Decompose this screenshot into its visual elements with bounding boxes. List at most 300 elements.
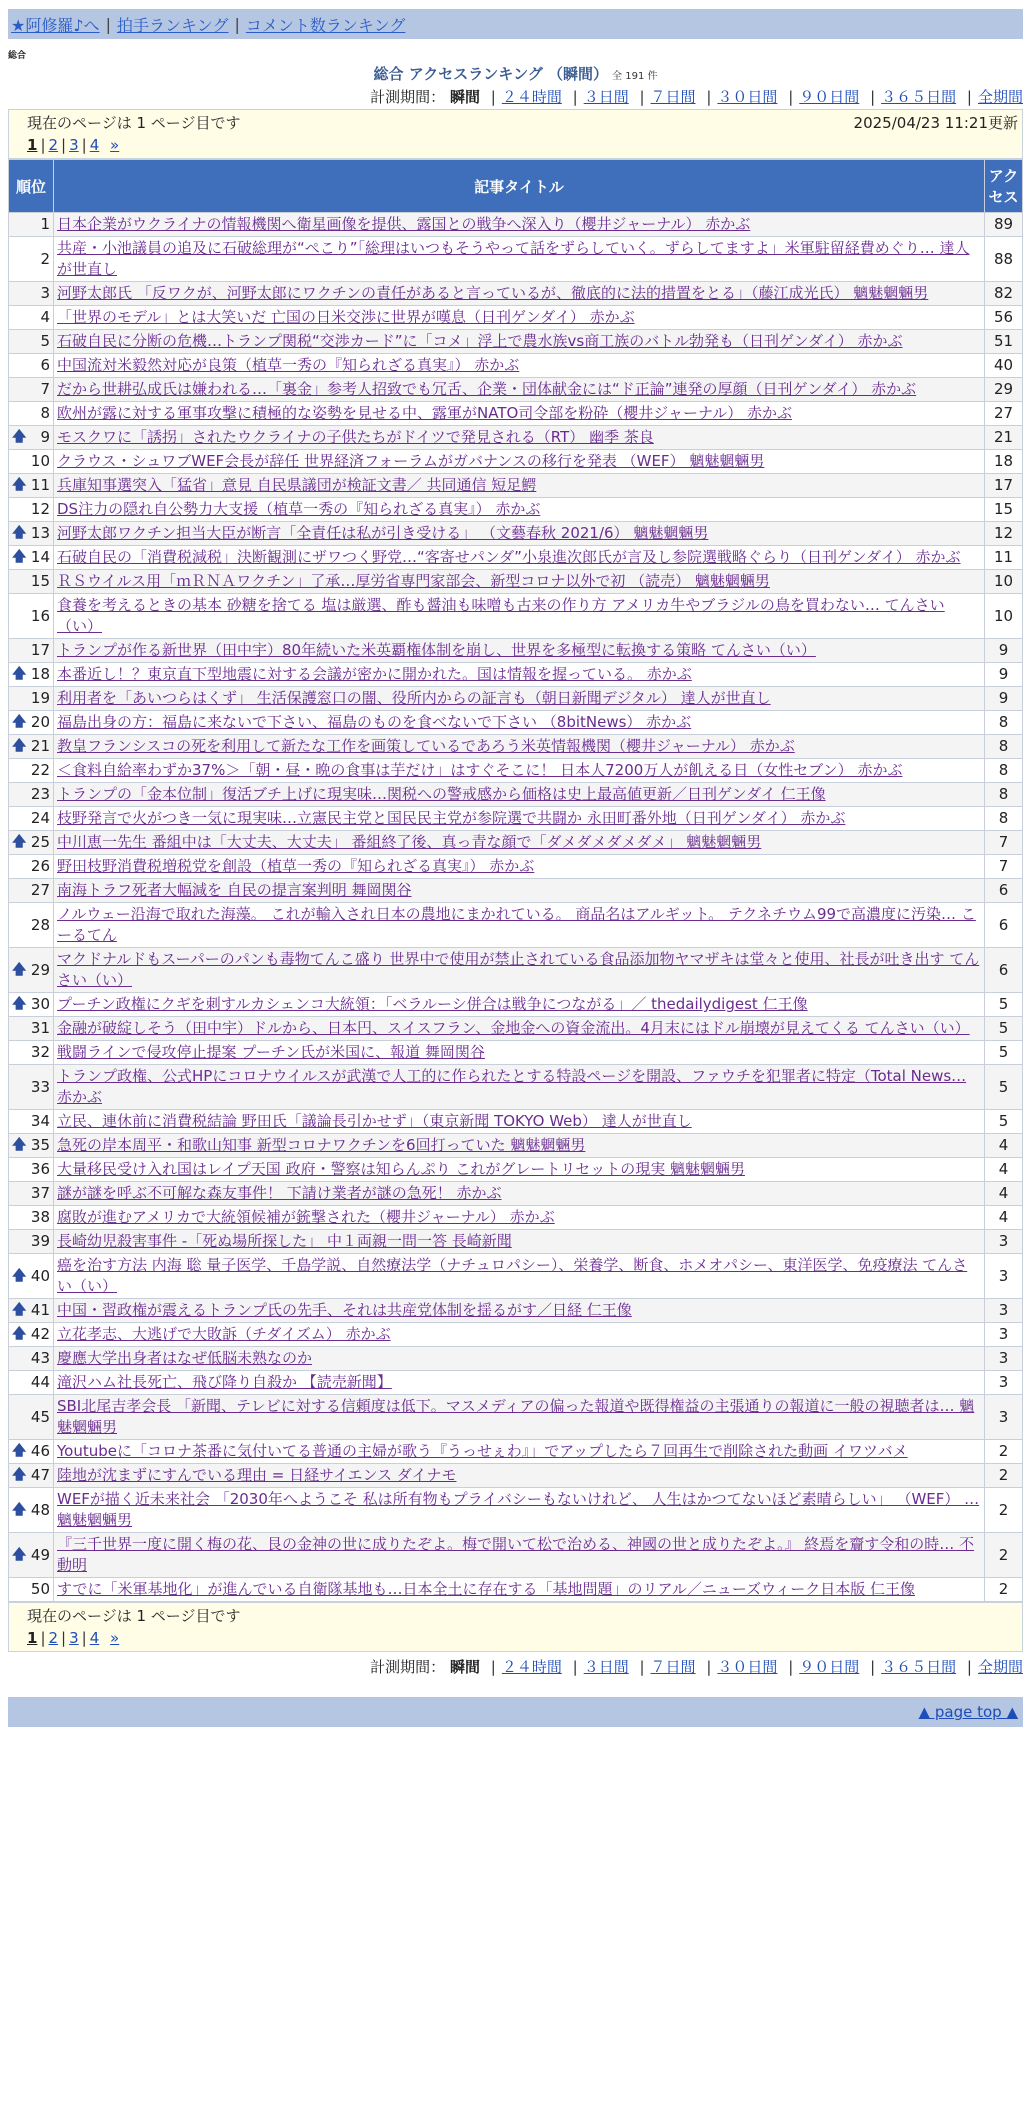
page-4-link[interactable]: 4 (89, 136, 100, 154)
title-cell (54, 1017, 985, 1041)
rank-number: 11 (30, 476, 50, 494)
table-row (9, 1488, 1023, 1533)
title-cell (54, 993, 985, 1017)
access-count-cell: 82 (985, 282, 1023, 306)
table-row (9, 663, 1023, 687)
article-title-link[interactable]: 福島出身の方：福島に来ないで下さい、福島のものを食べないで下さい （8bitNews） 赤かぶ (57, 713, 692, 731)
period-365d-link[interactable]: ３６５日間 (881, 1658, 957, 1676)
period-90d-link[interactable]: ９０日間 (799, 1658, 860, 1676)
table-row (9, 1182, 1023, 1206)
article-title-link[interactable]: 河野太郎ワクチン担当大臣が断言「全責任は私が引き受ける」 （文藝春秋 2021/6） 魑魅魍魎男 (57, 524, 709, 542)
access-count-cell: 9 (985, 663, 1023, 687)
rank-number: 40 (30, 1266, 50, 1285)
access-count-cell: 2 (985, 1578, 1023, 1602)
article-title-link[interactable]: 金融が破綻しそう（田中宇）ドルから、日本円、スイスフラン、金地金への資金流出。4月末にはドル崩壊が見えてくる てんさい（い） (57, 1019, 970, 1037)
article-title-link[interactable]: 謎が謎を呼ぶ不可解な森友事件！ 下請け業者が謎の急死！ 赤かぶ (57, 1184, 502, 1202)
title-cell (54, 1065, 985, 1110)
title-cell (54, 1464, 985, 1488)
rank-number: 41 (30, 1301, 50, 1319)
table-row (9, 450, 1023, 474)
access-count-cell: 8 (985, 735, 1023, 759)
article-title-link[interactable]: だから世耕弘成氏は嫌われる…「裏金」参考人招致でも冗舌、企業・団体献金には“ド正論”連発の厚顔（日刊ゲンダイ） 赤かぶ (57, 380, 917, 398)
rank-number: 19 (30, 689, 50, 707)
table-row (9, 498, 1023, 522)
table-row (9, 1065, 1023, 1110)
rank-number: 2 (40, 249, 50, 268)
title-cell (54, 1134, 985, 1158)
access-count-cell: 3 (985, 1395, 1023, 1440)
access-count-cell: 5 (985, 1065, 1023, 1110)
table-row (9, 948, 1023, 993)
period-selector-top: 計測期間： 瞬間 | ２４時間 | ３日間 | ７日間 | ３０日間 | ９０日間 | ３６５日間 | 全期間 (370, 88, 1023, 106)
rank-up-arrow-icon: 🡅 (12, 1302, 27, 1318)
rank-up-arrow-icon: 🡅 (12, 1137, 27, 1153)
title-cell (54, 474, 985, 498)
access-count-cell: 4 (985, 1134, 1023, 1158)
rank-cell (9, 1230, 54, 1254)
period-30d-link[interactable]: ３０日間 (717, 1658, 778, 1676)
access-count-cell: 4 (985, 1206, 1023, 1230)
rank-cell (9, 1347, 54, 1371)
rank-number: 25 (30, 833, 50, 851)
rank-cell (9, 1017, 54, 1041)
access-count-cell: 3 (985, 1299, 1023, 1323)
rank-number: 3 (40, 284, 50, 302)
article-title-link[interactable]: 欧州が露に対する軍事攻撃に積極的な姿勢を見せる中、露軍がNATO司令部を粉砕（櫻井ジャーナル） 赤かぶ (57, 404, 793, 422)
top-nav-bar (8, 9, 1023, 39)
table-row (9, 1440, 1023, 1464)
rank-number: 44 (30, 1373, 50, 1391)
rank-up-arrow-icon: 🡅 (12, 1501, 27, 1518)
rank-cell (9, 1323, 54, 1347)
table-row (9, 1395, 1023, 1440)
table-row (9, 474, 1023, 498)
pager-bottom: 現在のページは 1 ページ目です 1 | 2 | 3 | 4 » (8, 1602, 1023, 1652)
page-4-link[interactable]: 4 (89, 1629, 100, 1647)
title-column-header: 記事タイトル (54, 160, 985, 213)
page-title (8, 63, 1023, 85)
rank-cell (9, 1533, 54, 1578)
article-title-link[interactable]: トランプが作る新世界（田中宇）80年続いた米英覇権体制を崩し、世界を多極型に転換する策略 てんさい（い） (57, 641, 816, 659)
table-row (9, 1206, 1023, 1230)
table-row (9, 546, 1023, 570)
article-title-link[interactable]: 利用者を「あいつらはくず」 生活保護窓口の闇、役所内からの証言も（朝日新聞デジタル） 達人が世直し (57, 689, 771, 707)
applause-ranking-link[interactable]: 拍手ランキング (116, 15, 229, 35)
rank-cell (9, 570, 54, 594)
access-count-cell: 12 (985, 522, 1023, 546)
article-title-link[interactable]: 急死の岸本周平・和歌山知事 新型コロナワクチンを6回打っていた 魑魅魍魎男 (57, 1136, 586, 1154)
access-count-cell: 7 (985, 855, 1023, 879)
table-row (9, 402, 1023, 426)
article-title-link[interactable]: トランプの「金本位制」復活ブチ上げに現実味…関税への警戒感から価格は史上最高値更新／日刊ゲンダイ 仁王像 (57, 785, 826, 803)
access-count-cell: 8 (985, 711, 1023, 735)
period-90d-link[interactable]: ９０日間 (799, 88, 860, 106)
title-cell (54, 570, 985, 594)
rank-number: 24 (30, 809, 50, 827)
period-7d-link[interactable]: ７日間 (650, 88, 696, 106)
rank-cell (9, 498, 54, 522)
article-title-link[interactable]: 「世界のモデル」とは大笑いだ 亡国の日米交渉に世界が嘆息（日刊ゲンダイ） 赤かぶ (57, 308, 635, 326)
page-3-link[interactable]: 3 (69, 136, 79, 154)
title-cell (54, 1395, 985, 1440)
table-row (9, 1371, 1023, 1395)
rank-number: 33 (30, 1077, 50, 1096)
title-cell (54, 1299, 985, 1323)
title-cell (54, 1323, 985, 1347)
period-all-link[interactable]: 全期間 (977, 1658, 1023, 1676)
rank-cell (9, 759, 54, 783)
article-title-link[interactable]: プーチン政権にクギを刺すルカシェンコ大統領：「ベラルーシ併合は戦争につながる」／ thedailydigest 仁王像 (57, 995, 808, 1013)
period-current: 瞬間 (449, 88, 480, 106)
access-count-cell: 2 (985, 1488, 1023, 1533)
rank-cell (9, 237, 54, 282)
period-30d-link[interactable]: ３０日間 (717, 88, 778, 106)
access-count-cell: 5 (985, 1110, 1023, 1134)
rank-up-arrow-icon: 🡅 (12, 714, 27, 730)
article-title-link[interactable]: SBI北尾吉孝会長 「新聞、テレビに対する信頼度は低下。マスメディアの偏った報道や既得権益の主張通りの報道に一般の視聴者は… 魑魅魍魎男 (57, 1397, 975, 1436)
table-row (9, 993, 1023, 1017)
rank-cell (9, 213, 54, 237)
access-count-cell: 5 (985, 1017, 1023, 1041)
rank-number: 16 (30, 606, 50, 625)
access-count-cell: 88 (985, 237, 1023, 282)
rank-up-arrow-icon: 🡅 (12, 525, 27, 541)
table-row (9, 783, 1023, 807)
rank-cell (9, 474, 54, 498)
rank-number: 48 (30, 1500, 50, 1519)
rank-number: 5 (40, 332, 50, 350)
rank-number: 20 (30, 713, 50, 731)
title-cell (54, 711, 985, 735)
period-label: 計測期間： (370, 88, 446, 106)
rank-number: 7 (40, 380, 50, 398)
table-row (9, 855, 1023, 879)
title-cell (54, 330, 985, 354)
period-all-link[interactable]: 全期間 (977, 88, 1023, 106)
title-cell (54, 1533, 985, 1578)
title-cell (54, 831, 985, 855)
access-count-cell: 7 (985, 831, 1023, 855)
article-title-link[interactable]: 『三千世界一度に開く梅の花、艮の金神の世に成りたぞよ。梅で開いて松で治める、神國の世と成りたぞよ。』 終焉を齎す令和の時… 不動明 (57, 1535, 975, 1574)
table-row (9, 282, 1023, 306)
period-3d-link[interactable]: ３日間 (583, 1658, 629, 1676)
rank-number: 21 (30, 737, 50, 755)
rank-up-arrow-icon: 🡅 (12, 1467, 27, 1483)
rank-number: 23 (30, 785, 50, 803)
access-count-cell: 29 (985, 378, 1023, 402)
title-cell (54, 1440, 985, 1464)
period-24h-link[interactable]: ２４時間 (501, 1658, 562, 1676)
title-cell (54, 903, 985, 948)
article-title-link[interactable]: 中国流対米毅然対応が良策（植草一秀の『知られざる真実』） 赤かぶ (57, 356, 520, 374)
article-title-link[interactable]: DS注力の隠れ自公勢力大支援（植草一秀の『知られざる真実』） 赤かぶ (57, 500, 541, 518)
page-top-link[interactable]: ▲ page top ▲ (918, 1703, 1018, 1721)
table-row (9, 1230, 1023, 1254)
access-count-cell: 6 (985, 879, 1023, 903)
article-title-link[interactable]: 陸地が沈まずにすんでいる理由 = 日経サイエンス ダイナモ (57, 1466, 457, 1484)
rank-cell (9, 831, 54, 855)
table-row (9, 1347, 1023, 1371)
rank-number: 4 (40, 308, 50, 326)
separator: | (234, 14, 240, 34)
access-count-cell: 27 (985, 402, 1023, 426)
access-count-cell: 3 (985, 1254, 1023, 1299)
title-cell (54, 735, 985, 759)
article-title-link[interactable]: 長崎幼児殺害事件 -「死ぬ場所探した」 中１両親一問一答 長崎新聞 (57, 1232, 512, 1250)
title-cell (54, 1182, 985, 1206)
table-row (9, 1299, 1023, 1323)
rank-number: 42 (30, 1325, 50, 1343)
next-page-link[interactable]: » (110, 1629, 120, 1647)
article-title-link[interactable]: 教皇フランシスコの死を利用して新たな工作を画策しているであろう米英情報機関（櫻井ジャーナル） 赤かぶ (57, 737, 795, 755)
next-page-link[interactable]: » (110, 136, 120, 154)
comment-ranking-link[interactable]: コメント数ランキング (245, 15, 406, 35)
article-title-link[interactable]: 中川恵一先生 番組中は「大丈夫、大丈夫」 番組終了後、真っ青な顔で「ダメダメダメダメ」 魑魅魍魎男 (57, 833, 762, 851)
access-count-cell: 89 (985, 213, 1023, 237)
article-title-link[interactable]: モスクワに「誘拐」されたウクライナの子供たちがドイツで発見される（RT） 幽季 茶良 (57, 428, 654, 446)
rank-number: 27 (30, 881, 50, 899)
rank-up-arrow-icon: 🡅 (12, 961, 27, 978)
access-count-cell: 11 (985, 546, 1023, 570)
rank-up-arrow-icon: 🡅 (12, 1546, 27, 1563)
access-count-cell: 5 (985, 993, 1023, 1017)
article-title-link[interactable]: すでに「米軍基地化」が進んでいる自衛隊基地も…日本全土に存在する「基地問題」のリアル／ニューズウィーク日本版 仁王像 (57, 1580, 915, 1598)
access-count-cell: 10 (985, 594, 1023, 639)
access-column-header: アクセス (985, 160, 1023, 213)
period-24h-link[interactable]: ２４時間 (501, 88, 562, 106)
rank-number: 17 (30, 641, 50, 659)
access-count-cell: 51 (985, 330, 1023, 354)
title-cell (54, 306, 985, 330)
item-count: 全 191 件 (612, 71, 658, 82)
bottom-bar (8, 1697, 1023, 1727)
access-count-cell: 8 (985, 783, 1023, 807)
access-count-cell: 10 (985, 570, 1023, 594)
rank-cell (9, 1488, 54, 1533)
title-cell (54, 1158, 985, 1182)
access-count-cell: 5 (985, 1041, 1023, 1065)
title-cell (54, 498, 985, 522)
page-1-link[interactable]: 1 (27, 1629, 38, 1647)
article-title-link[interactable]: 石破自民に分断の危機…トランプ関税“交渉カード”に「コメ」浮上で農水族vs商工族のバトル勃発も（日刊ゲンダイ） 赤かぶ (57, 332, 903, 350)
rank-number: 46 (30, 1442, 50, 1460)
article-title-link[interactable]: 南海トラフ死者大幅減を 自民の提言案判明 舞岡関谷 (57, 881, 412, 899)
article-title-link[interactable]: 食養を考えるときの基本 砂糖を捨てる 塩は厳選、酢も醤油も味噌も古来の作り方 アメリカ牛やブラジルの鳥を買わない… てんさい（い） (57, 596, 945, 635)
table-row (9, 807, 1023, 831)
article-title-link[interactable]: 本番近し！？東京直下型地震に対する会議が密かに開かれた。国は情報を握っている。 赤かぶ (57, 665, 692, 683)
rank-number: 29 (30, 960, 50, 979)
access-count-cell: 9 (985, 687, 1023, 711)
rank-number: 22 (30, 761, 50, 779)
rank-cell (9, 330, 54, 354)
title-cell (54, 687, 985, 711)
article-title-link[interactable]: 共産・小池議員の追及に石破総理が“ぺこり”「総理はいつもそうやって話をずらしていく。ずらしてますよ」米軍駐留経費めぐり… 達人が世直し (57, 239, 970, 278)
ranking-table (8, 159, 1023, 1602)
table-row (9, 306, 1023, 330)
article-title-link[interactable]: 戦闘ラインで侵攻停止提案 プーチン氏が米国に、報道 舞岡関谷 (57, 1043, 485, 1061)
title-cell (54, 759, 985, 783)
table-row (9, 426, 1023, 450)
rank-up-arrow-icon: 🡅 (12, 429, 27, 445)
rank-cell (9, 735, 54, 759)
rank-cell (9, 450, 54, 474)
article-title-link[interactable]: 日本企業がウクライナの情報機関へ衛星画像を提供、露国との戦争へ深入り（櫻井ジャーナル） 赤かぶ (57, 215, 751, 233)
table-row (9, 213, 1023, 237)
table-row (9, 354, 1023, 378)
title-cell (54, 594, 985, 639)
rank-number: 12 (30, 500, 50, 518)
table-row (9, 879, 1023, 903)
title-cell (54, 1371, 985, 1395)
rank-number: 15 (30, 572, 50, 590)
rank-cell (9, 306, 54, 330)
title-cell (54, 450, 985, 474)
access-count-cell: 8 (985, 807, 1023, 831)
title-cell (54, 807, 985, 831)
rank-number: 45 (30, 1407, 50, 1426)
rank-cell (9, 1254, 54, 1299)
article-title-link[interactable]: ＲＳウイルス用「ｍＲＮＡワクチン」了承…厚労省専門家部会、新型コロナ以外で初 （読売） 魑魅魍魎男 (57, 572, 770, 590)
rank-number: 10 (30, 452, 50, 470)
access-count-cell: 3 (985, 1230, 1023, 1254)
article-title-link[interactable]: Youtubeに「コロナ茶番に気付いてる普通の主婦が歌う『うっせぇわ』」でアップしたら７回再生で削除された動画 イワツバメ (57, 1442, 908, 1460)
access-count-cell: 21 (985, 426, 1023, 450)
rank-cell (9, 1299, 54, 1323)
article-title-link[interactable]: 河野太郎氏 「反ワクが、河野太郎にワクチンの責任があると言っているが、徹底的に法的措置をとる」（藤江成光氏） 魑魅魍魎男 (57, 284, 929, 302)
table-row (9, 735, 1023, 759)
rank-number: 9 (40, 428, 50, 446)
title-cell (54, 1578, 985, 1602)
access-count-cell: 8 (985, 759, 1023, 783)
table-row (9, 639, 1023, 663)
current-page-text: 現在のページは 1 ページ目です (27, 1607, 241, 1625)
rank-cell (9, 1440, 54, 1464)
table-row (9, 1041, 1023, 1065)
access-count-cell: 3 (985, 1347, 1023, 1371)
article-title-link[interactable]: 野田枝野消費税増税党を創設（植草一秀の『知られざる真実』） 赤かぶ (57, 857, 535, 875)
table-row (9, 1254, 1023, 1299)
article-title-link[interactable]: 腐敗が進むアメリカで大統領候補が銃撃された（櫻井ジャーナル） 赤かぶ (57, 1208, 555, 1226)
rank-number: 1 (40, 215, 50, 233)
table-row (9, 330, 1023, 354)
title-cell (54, 855, 985, 879)
article-title-link[interactable]: ＜食料自給率わずか37%＞「朝・昼・晩の食事は芋だけ」はすぐそこに！ 日本人7200万人が飢える日（女性セブン） 赤かぶ (57, 761, 903, 779)
article-title-link[interactable]: 立花孝志、大逃げで大敗訴（チダイズム） 赤かぶ (57, 1325, 391, 1343)
article-title-link[interactable]: 兵庫知事選突入「猛省」意見 自民県議団が検証文書／ 共同通信 短足鰐 (57, 476, 537, 494)
rank-cell (9, 1464, 54, 1488)
rank-up-arrow-icon: 🡅 (12, 549, 27, 565)
period-3d-link[interactable]: ３日間 (583, 88, 629, 106)
rank-cell (9, 282, 54, 306)
asyura-home-link[interactable]: ★阿修羅♪へ (11, 15, 100, 35)
article-title-link[interactable]: 癌を治す方法 内海 聡 量子医学、千島学説、自然療法学（ナチュロパシー）、栄養学、断食、ホメオパシー、東洋医学、免疫療法 てんさい（い） (57, 1256, 968, 1295)
rank-number: 26 (30, 857, 50, 875)
rank-cell (9, 663, 54, 687)
separator: | (105, 14, 111, 34)
table-row (9, 1464, 1023, 1488)
article-title-link[interactable]: ノルウェー沿海で取れた海藻。 これが輸入され日本の農地にまかれている。 商品名はアルギット。 テクネチウム99で高濃度に汚染… こーるてん (57, 905, 976, 944)
article-title-link[interactable]: クラウス・シュワブWEF会長が辞任 世界経済フォーラムがガバナンスの移行を発表 （WEF） 魑魅魍魎男 (57, 452, 765, 470)
article-title-link[interactable]: 中国・習政権が震えるトランプ氏の先手、それは共産党体制を揺るがす／日経 仁王像 (57, 1301, 632, 1319)
article-title-link[interactable]: マクドナルドもスーパーのパンも毒物てんこ盛り 世界中で使用が禁止されている食品添加物ヤマザキは堂々と使用、社長が吐き出す てんさい（い） (57, 950, 980, 989)
period-selector-bottom: 計測期間： 瞬間 | ２４時間 | ３日間 | ７日間 | ３０日間 | ９０日間 | ３６５日間 | 全期間 (370, 1658, 1023, 1676)
access-count-cell: 15 (985, 498, 1023, 522)
ranking-rows (9, 213, 1023, 1602)
rank-cell (9, 1395, 54, 1440)
table-row (9, 594, 1023, 639)
rank-number: 13 (30, 524, 50, 542)
page-3-link[interactable]: 3 (69, 1629, 79, 1647)
rank-number: 28 (30, 915, 50, 934)
title-cell (54, 1206, 985, 1230)
rank-cell (9, 402, 54, 426)
rank-number: 49 (30, 1545, 50, 1564)
table-row (9, 1017, 1023, 1041)
table-row (9, 1158, 1023, 1182)
title-cell (54, 378, 985, 402)
article-title-link[interactable]: 大量移民受け入れ国はレイプ天国 政府・警察は知らんぷり これがグレートリセットの現実 魑魅魍魎男 (57, 1160, 745, 1178)
title-cell (54, 426, 985, 450)
access-count-cell: 40 (985, 354, 1023, 378)
access-count-cell: 2 (985, 1440, 1023, 1464)
article-title-link[interactable]: 慶應大学出身者はなぜ低脳未熟なのか (57, 1349, 313, 1367)
period-365d-link[interactable]: ３６５日間 (881, 88, 957, 106)
rank-up-arrow-icon: 🡅 (12, 1267, 27, 1284)
article-title-link[interactable]: 滝沢ハム社長死亡、飛び降り自殺か 【読売新聞】 (57, 1373, 392, 1391)
rank-cell (9, 546, 54, 570)
access-count-cell: 2 (985, 1533, 1023, 1578)
page-2-link[interactable]: 2 (48, 1629, 59, 1647)
page-1-link[interactable]: 1 (27, 136, 38, 154)
title-cell (54, 1347, 985, 1371)
table-row (9, 1134, 1023, 1158)
rank-cell (9, 948, 54, 993)
rank-cell (9, 807, 54, 831)
rank-cell (9, 1182, 54, 1206)
rank-up-arrow-icon: 🡅 (12, 666, 27, 682)
article-title-link[interactable]: 石破自民の「消費税減税」決断観測にザワつく野党…“客寄せパンダ”小泉進次郎氏が言及し参院選戦略ぐらり（日刊ゲンダイ） 赤かぶ (57, 548, 961, 566)
table-row (9, 711, 1023, 735)
rank-number: 38 (30, 1208, 50, 1226)
rank-cell (9, 1110, 54, 1134)
rank-cell (9, 378, 54, 402)
rank-number: 32 (30, 1043, 50, 1061)
title-cell (54, 354, 985, 378)
table-row (9, 903, 1023, 948)
rank-cell (9, 993, 54, 1017)
rank-number: 39 (30, 1232, 50, 1250)
period-7d-link[interactable]: ７日間 (650, 1658, 696, 1676)
rank-up-arrow-icon: 🡅 (12, 1443, 27, 1459)
access-count-cell: 18 (985, 450, 1023, 474)
access-count-cell: 6 (985, 903, 1023, 948)
article-title-link[interactable]: 立民、連休前に消費税結論 野田氏「議論長引かせず」（東京新聞 TOKYO Web） 達人が世直し (57, 1112, 692, 1130)
period-current: 瞬間 (449, 1658, 480, 1676)
title-cell (54, 1254, 985, 1299)
article-title-link[interactable]: トランプ政権、公式HPにコロナウイルスが武漢で人工的に作られたとする特設ページを開設、ファウチを犯罪者に特定（Total News… 赤かぶ (57, 1067, 967, 1106)
table-row (9, 831, 1023, 855)
access-count-cell: 17 (985, 474, 1023, 498)
updated-timestamp: 2025/04/23 11:21更新 (853, 114, 1018, 132)
article-title-link[interactable]: WEFが描く近未来社会 「2030年へようこそ 私は所有物もプライバシーもないけれど、 人生はかつてないほど素晴らしい」 （WEF） … 魑魅魍魎男 (57, 1490, 980, 1529)
rank-cell (9, 1041, 54, 1065)
page-2-link[interactable]: 2 (48, 136, 59, 154)
rank-cell (9, 1158, 54, 1182)
table-row (9, 687, 1023, 711)
access-count-cell: 4 (985, 1182, 1023, 1206)
article-title-link[interactable]: 枝野発言で火がつき一気に現実味…立憲民主党と国民民主党が参院選で共闘か 永田町番外地（日刊ゲンダイ） 赤かぶ (57, 809, 846, 827)
title-cell (54, 282, 985, 306)
